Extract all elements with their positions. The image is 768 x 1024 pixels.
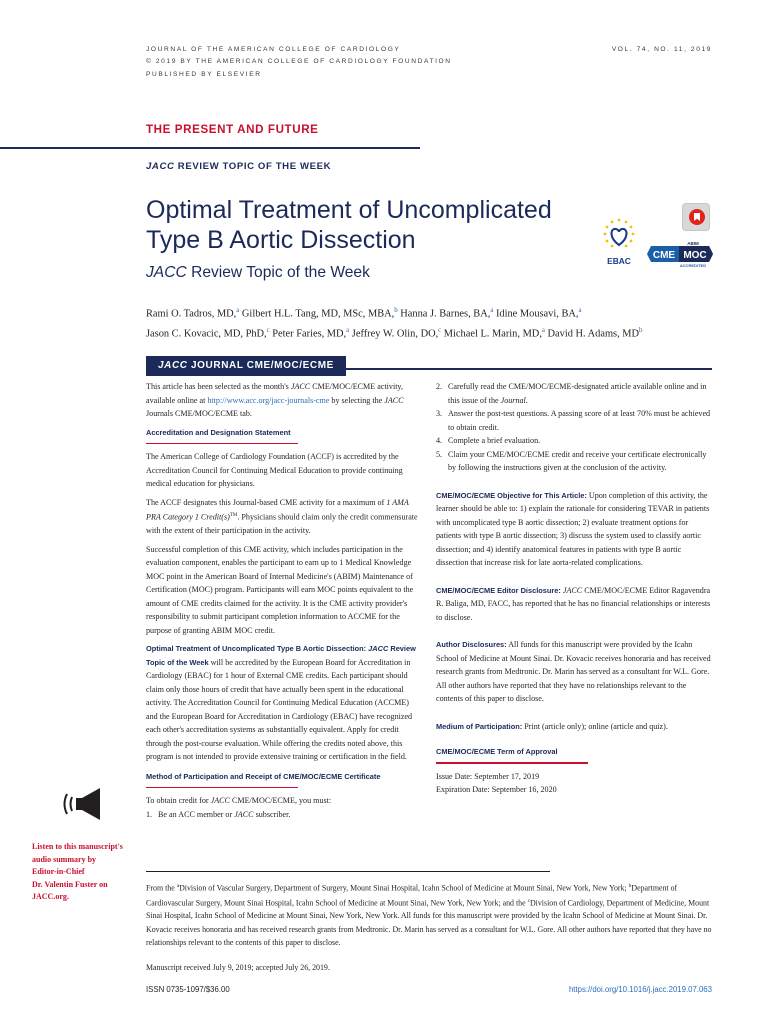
list-item: 1. Be an ACC member or JACC subscriber. [146,809,291,819]
footnote-divider [146,871,550,872]
volume-info: VOL. 74, NO. 11, 2019 [611,46,712,53]
list-item: 3. Answer the post-test questions. A passing score of at least 70% must be achieved to obtain credit. [436,409,711,432]
accreditation-heading: Accreditation and Designation Statement [146,426,422,445]
cme-left-column [146,380,422,821]
audio-summary-link[interactable]: Listen to this manuscript's audio summary by Editor-in-Chief Dr. Valentin Fuster on JACC.org. [32,842,123,902]
doi-link[interactable]: https://doi.org/10.1016/j.jacc.2019.07.063 [568,985,712,994]
moc-paragraph: Successful completion of this CME activity, which includes participation in the evaluation component, enables the participant to earn up to 1 Medical Knowledge MOC point in the American Board of Internal Medicine's (ABIM) Maintenance of Certification (MOC) program. Participants will earn MOC points equivalent to the amount of CME credits claimed for the activity. It is the CME activity provider's responsibility to submit participant completion information to ACCME for the purpose of granting ABIM MOC credit. [146,544,414,635]
copyright-line: © 2019 BY THE AMERICAN COLLEGE OF CARDIOLOGY FOUNDATION [146,58,452,66]
term-heading: CME/MOC/ECME Term of Approval [436,745,712,764]
article-title: Optimal Treatment of Uncomplicated Type B Aortic Dissection [146,196,552,254]
topic-label: JACC REVIEW TOPIC OF THE WEEK [146,161,332,172]
issue-date: Issue Date: September 17, 2019 [436,771,540,781]
cme-link[interactable]: http://www.acc.org/jacc-journals-cme [207,395,330,405]
manuscript-dates: Manuscript received July 9, 2019; accepted July 26, 2019. [146,963,330,972]
svg-text:MOC: MOC [683,250,707,261]
svg-text:ABIM: ABIM [687,241,699,246]
cme-right-column [436,380,712,797]
list-item: 4. Complete a brief evaluation. [436,436,541,445]
cme-section-tag: JACC JOURNAL CME/MOC/ECME [146,356,346,376]
objective-paragraph: CME/MOC/ECME Objective for This Article: Upon completion of this activity, the learner should be able to: 1) explain the rationale for considering TEVAR in patients with uncomplicated type B aortic dissection; 2) evaluate treatment options for patients with type B aortic dissection; 3) discuss the system used to classify aortic dissection; and 4) identify anatomical features in patients with type B aortic dissection that increase risk for late aorta-related complications. [436,490,710,567]
designation-paragraph: The ACCF designates this Journal-based CME activity for a maximum of 1 AMA PRA Category 1 Credit(s)™. Physicians should claim only the credit commensurate with the extent of their participation in the activity. [146,497,418,536]
medium-participation: Medium of Participation: Print (article only); online (article and quiz). [436,721,668,731]
list-item: 2. Carefully read the CME/MOC/ECME-designated article available online and in this issue of the Journal. [436,382,707,405]
section-label: THE PRESENT AND FUTURE [146,123,319,136]
section-divider [0,147,420,149]
steps-list-right [436,380,712,475]
abim-cme-moc-badge [645,240,715,268]
issn: ISSN 0735-1097/$36.00 [146,985,230,994]
publisher-line: PUBLISHED BY ELSEVIER [146,70,262,78]
obtain-credit-text: To obtain credit for JACC CME/MOC/ECME, you must: [146,796,332,806]
ebac-label: EBAC [607,256,631,266]
bookmark-icon[interactable] [682,203,710,231]
expiration-date: Expiration Date: September 16, 2020 [436,785,557,794]
svg-text:ACCREDITED: ACCREDITED [679,263,707,268]
list-item: 5. Claim your CME/MOC/ECME credit and receive your certificate electronically by following the instructions given at the conclusion of the activity. [436,449,707,472]
ebac-paragraph: Optimal Treatment of Uncomplicated Type B Aortic Dissection: JACC Review Topic of the Week will be accredited by the European Board for Accreditation in Cardiology (EBAC) for 1 hour of External CME credits. Each participant should claim only those hours of credit that have actually been spent in the educational activity. The Accreditation Council for Continuing Medical Education (ACCME) and the European Board for Accreditation in Cardiology (EBAC) have recognized each other's accreditation systems as substantially equivalent. Apply for credit through the post-course evaluation. While offering the credits noted above, this program is not intended to provide extensive training or certification in the field. [146,644,416,762]
audio-speaker-icon[interactable] [58,784,104,824]
cme-intro: This article has been selected as the month's JACC CME/MOC/ECME activity, available online at http://www.acc.org/jacc-journals-cme by selecting the JACC Journals CME/MOC/ECME tab. [146,382,404,418]
author-list: Rami O. Tadros, MD,$^a$ Gilbert H.L. Tang, MD, MSc, MBA,$^b$ Hanna J. Barnes, BA,$^a$ Idine Mousavi, BA,$^a$ Jason C. Kovacic, MD, PhD,$^c$ Peter Faries, MD,$^a$ Jeffrey W. Olin, DO,$^c$ Michael L. Marin, MD,$^a$ David H. Adams, $MD^b$ [146,307,643,340]
method-heading: Method of Participation and Receipt of CME/MOC/ECME Certificate [146,770,422,789]
affiliations-footnote: From the $^a$Division of Vascular Surgery, Department of Surgery, Mount Sinai Hospital, Icahn School of Medicine at Mount Sinai, New York, New York; $^b$Department of Cardiovascular Surgery, Mount Sinai Hospital, Icahn School of Medicine at Mount Sinai, New York, New York; and the $^c$Division of Cardiology, Department of Medicine, Mount Sinai Hospital, Icahn School of Medicine at Mount Sinai, New York, New York. All funds for this manuscript were provided by the Icahn School of Medicine at Mount Sinai. Dr. Kovacic receives honoraria and has received research grants from Medtronic. Dr. Marin has served as a consultant for W.L. Gore. All other authors have reported that they have no relationships relevant to the contents of this paper to disclose. [146,883,712,947]
journal-name: JOURNAL OF THE AMERICAN COLLEGE OF CARDIOLOGY [146,46,401,53]
masthead [146,44,712,81]
editor-disclosure: CME/MOC/ECME Editor Disclosure: JACC CME/MOC/ECME Editor Ragavendra R. Baliga, MD, FACC, has reported that he has no financial relationships or interests to disclose. [436,585,711,622]
steps-list-left [146,808,422,822]
accf-paragraph: The American College of Cardiology Foundation (ACCF) is accredited by the Accreditation Council for Continuing Medical Education to provide continuing medical education for physicians. [146,452,403,488]
author-disclosures: Author Disclosures: All funds for this manuscript were provided by the Icahn School of Medicine at Mount Sinai. Dr. Kovacic receives honoraria and has received research grants from Medtronic. Dr. Marin has served as a consultant for W.L. Gore. All other authors have reported that they have no relationships relevant to the contents of this paper to disclose. [436,640,711,703]
article-subtitle: JACC Review Topic of the Week [146,264,370,281]
svg-text:CME: CME [652,250,676,261]
